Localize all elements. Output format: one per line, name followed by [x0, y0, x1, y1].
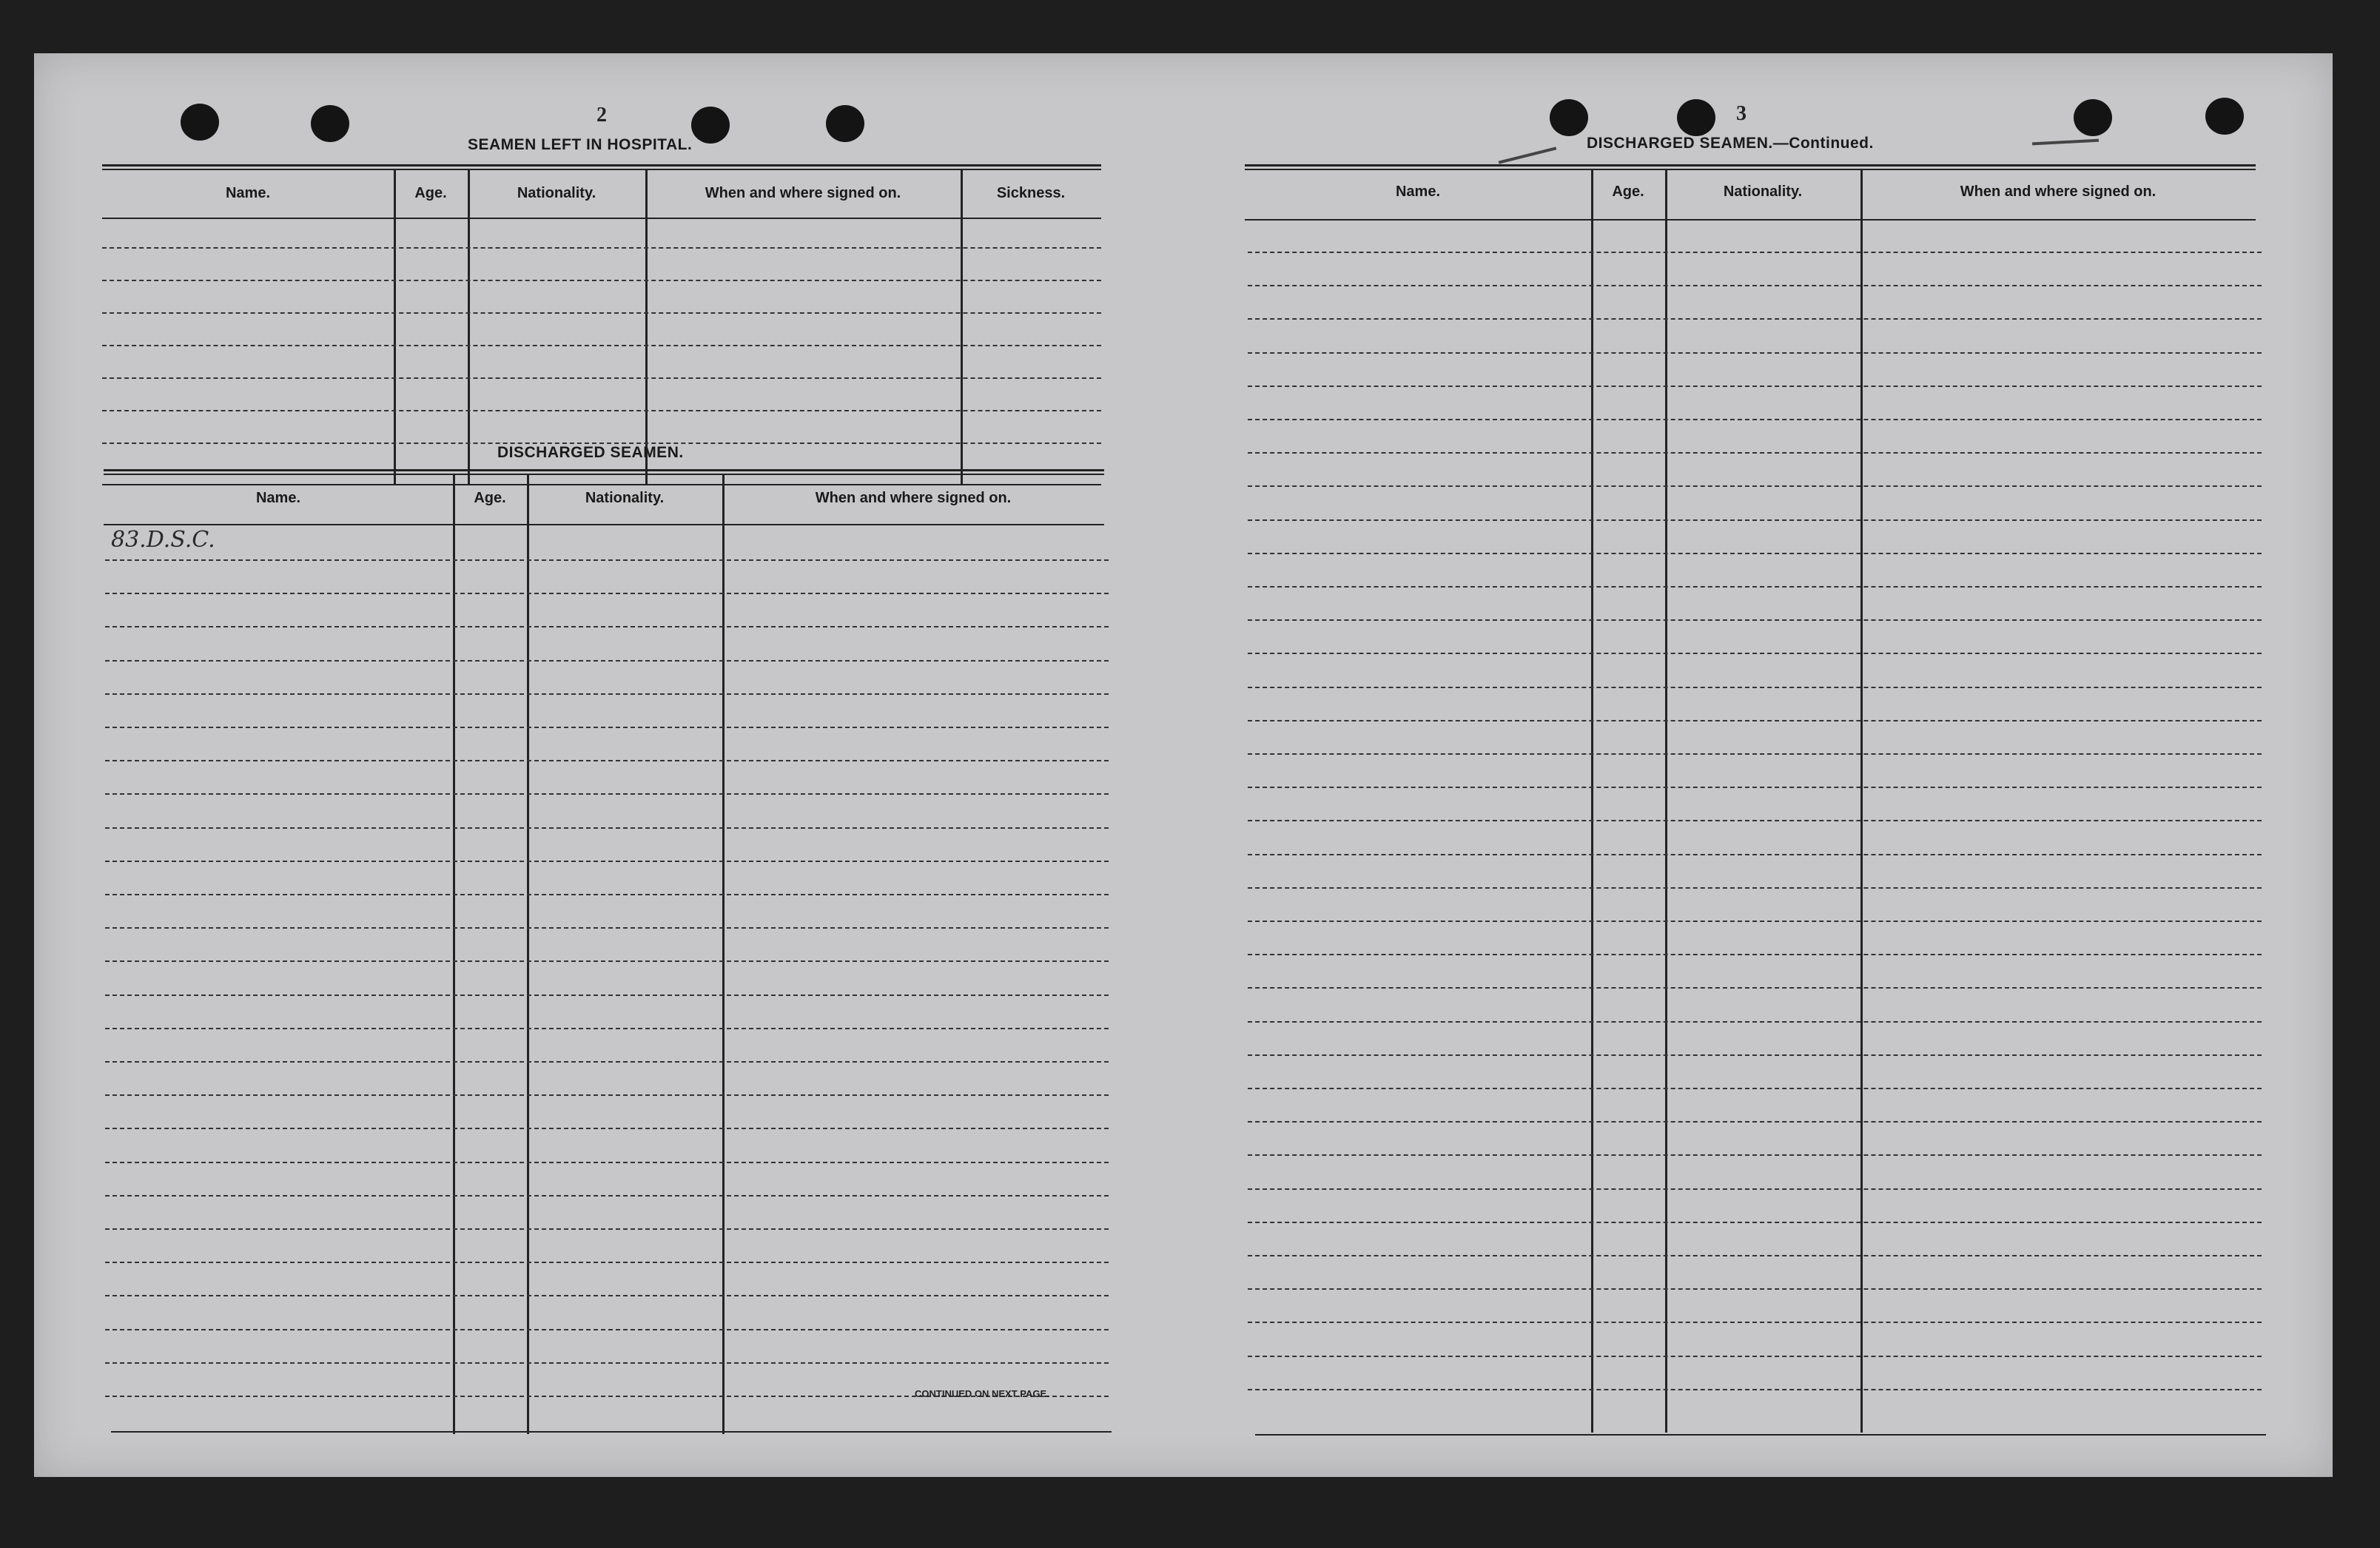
ruled-row-line: [1248, 887, 2262, 889]
discharged-col-nationality: Nationality.: [585, 490, 665, 506]
discharged-table-top-rule: [104, 469, 1104, 471]
pen-mark: [1499, 147, 1557, 164]
ruled-row-line: [1248, 954, 2262, 955]
right-table-header-rule: [1245, 219, 2256, 221]
ruled-row-line: [105, 995, 1109, 996]
hospital-section-title: SEAMEN LEFT IN HOSPITAL.: [468, 136, 693, 153]
discharged-col-divider: [722, 475, 725, 1434]
right-table-bottom-rule: [1255, 1434, 2266, 1436]
ruled-row-line: [1248, 1255, 2262, 1256]
ruled-row-line: [1248, 252, 2262, 253]
ruled-row-line: [105, 559, 1109, 561]
ruled-row-line: [1248, 1322, 2262, 1323]
punch-hole: [1550, 99, 1588, 136]
hospital-row-line: [102, 410, 1101, 411]
ruled-row-line: [1248, 653, 2262, 654]
page-number-left: 2: [596, 104, 607, 127]
ruled-row-line: [105, 1195, 1109, 1197]
ruled-row-line: [1248, 386, 2262, 387]
discharged-col-divider: [527, 475, 529, 1434]
punch-hole: [2074, 99, 2112, 136]
right-col-age: Age.: [1612, 184, 1644, 200]
right-table-top-rule-inner: [1245, 169, 2256, 170]
ruled-row-line: [1248, 1121, 2262, 1123]
ruled-row-line: [105, 827, 1109, 829]
right-col-divider: [1665, 170, 1667, 1433]
discharged-col-age: Age.: [474, 490, 506, 506]
right-table-top-rule: [1245, 164, 2256, 166]
ruled-row-line: [105, 1329, 1109, 1330]
discharged-table-top-rule-inner: [104, 474, 1104, 475]
ruled-row-line: [1248, 452, 2262, 454]
ruled-row-line: [105, 1028, 1109, 1029]
ruled-row-line: [1248, 285, 2262, 286]
ruled-row-line: [1248, 787, 2262, 788]
hospital-table-bottom-rule: [102, 484, 1101, 485]
ruled-row-line: [1248, 1222, 2262, 1223]
punch-hole: [1677, 99, 1715, 136]
ruled-row-line: [105, 1295, 1109, 1296]
hospital-col-signed-on: When and where signed on.: [705, 185, 901, 201]
punch-hole: [691, 107, 730, 144]
ruled-row-line: [1248, 419, 2262, 420]
hospital-col-nationality: Nationality.: [517, 185, 596, 201]
ruled-row-line: [105, 693, 1109, 695]
ruled-row-line: [105, 1262, 1109, 1263]
ruled-row-line: [105, 861, 1109, 862]
handwritten-entry: 83.D.S.C.: [111, 527, 215, 553]
page-number-right: 3: [1736, 102, 1747, 125]
ruled-row-line: [1248, 1188, 2262, 1190]
right-section-title: DISCHARGED SEAMEN.—Continued.: [1587, 135, 1874, 152]
document-sheet: [34, 53, 2333, 1477]
hospital-row-line: [102, 247, 1101, 249]
discharged-col-signed-on: When and where signed on.: [815, 490, 1012, 506]
ruled-row-line: [1248, 1288, 2262, 1290]
hospital-row-line: [102, 377, 1101, 379]
ruled-row-line: [1248, 1088, 2262, 1089]
ruled-row-line: [1248, 1021, 2262, 1023]
hospital-col-divider: [394, 170, 396, 485]
pen-mark: [2032, 139, 2099, 146]
right-col-signed-on: When and where signed on.: [1960, 184, 2157, 200]
ruled-row-line: [105, 960, 1109, 962]
continued-footer: CONTINUED ON NEXT PAGE.: [915, 1388, 1049, 1399]
hospital-table-top-rule: [102, 164, 1101, 166]
ruled-row-line: [105, 894, 1109, 895]
right-col-nationality: Nationality.: [1723, 184, 1803, 200]
ruled-row-line: [1248, 720, 2262, 721]
discharged-col-name: Name.: [255, 490, 301, 506]
ruled-row-line: [1248, 352, 2262, 354]
hospital-row-line: [102, 312, 1101, 314]
ruled-row-line: [105, 927, 1109, 929]
punch-hole: [311, 105, 349, 142]
discharged-table-header-rule: [104, 524, 1104, 525]
ruled-row-line: [1248, 987, 2262, 989]
ruled-row-line: [105, 793, 1109, 795]
hospital-col-name: Name.: [225, 185, 271, 201]
discharged-section-title: DISCHARGED SEAMEN.: [497, 444, 684, 461]
right-col-divider: [1591, 170, 1593, 1433]
ruled-row-line: [105, 1094, 1109, 1096]
ruled-row-line: [1248, 318, 2262, 320]
ruled-row-line: [1248, 1054, 2262, 1056]
punch-hole: [181, 104, 219, 141]
ruled-row-line: [105, 727, 1109, 728]
hospital-row-line: [102, 345, 1101, 346]
hospital-col-sickness: Sickness.: [996, 185, 1066, 201]
ruled-row-line: [105, 1228, 1109, 1230]
ruled-row-line: [105, 1128, 1109, 1129]
right-col-name: Name.: [1395, 184, 1441, 200]
ruled-row-line: [1248, 519, 2262, 521]
hospital-row-line: [102, 280, 1101, 281]
ruled-row-line: [1248, 820, 2262, 821]
hospital-col-divider: [645, 170, 648, 485]
ruled-row-line: [1248, 753, 2262, 755]
ruled-row-line: [105, 1362, 1109, 1364]
hospital-table-top-rule-inner: [102, 169, 1101, 170]
ruled-row-line: [105, 593, 1109, 594]
punch-hole: [2205, 98, 2244, 135]
ruled-row-line: [1248, 586, 2262, 588]
discharged-table-bottom-rule: [111, 1431, 1112, 1433]
hospital-col-age: Age.: [414, 185, 447, 201]
ruled-row-line: [105, 626, 1109, 627]
ruled-row-line: [105, 760, 1109, 761]
discharged-col-divider: [453, 475, 455, 1434]
ruled-row-line: [105, 1162, 1109, 1163]
ruled-row-line: [1248, 619, 2262, 621]
ruled-row-line: [1248, 1154, 2262, 1156]
ruled-row-line: [1248, 1389, 2262, 1390]
ruled-row-line: [1248, 553, 2262, 554]
ruled-row-line: [1248, 1356, 2262, 1357]
punch-hole: [826, 105, 864, 142]
ruled-row-line: [105, 1061, 1109, 1063]
hospital-table-header-rule: [102, 218, 1101, 219]
hospital-col-divider: [961, 170, 963, 485]
ruled-row-line: [105, 660, 1109, 662]
right-col-divider: [1860, 170, 1863, 1433]
ruled-row-line: [1248, 854, 2262, 855]
ruled-row-line: [1248, 921, 2262, 922]
ruled-row-line: [1248, 687, 2262, 688]
ruled-row-line: [1248, 485, 2262, 487]
hospital-col-divider: [468, 170, 470, 485]
